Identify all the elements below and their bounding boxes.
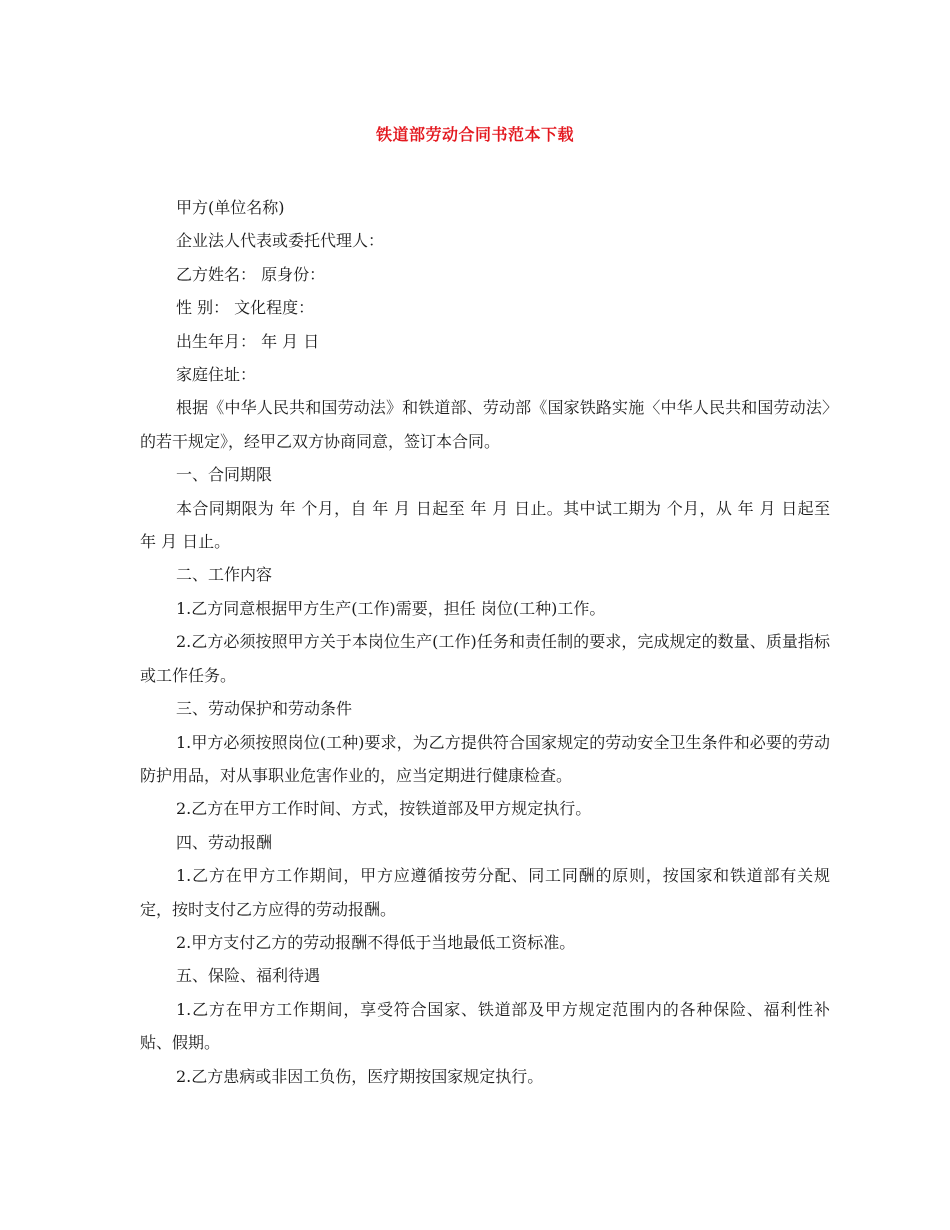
section-heading-remuneration: 四、劳动报酬 — [176, 832, 273, 852]
insurance-clause-2: 2.乙方患病或非因工负伤，医疗期按国家规定执行。 — [176, 1066, 544, 1086]
party-b-name-line: 乙方姓名： 原身份： — [176, 264, 326, 284]
document-body — [140, 191, 830, 1093]
term-paragraph: 本合同期限为 年 个月，自 年 月 日起至 年 月 日止。其中试工期为 个月，从 年 月 日起至 年 月 日止。 — [140, 498, 830, 552]
legal-representative-line: 企业法人代表或委托代理人： — [176, 231, 385, 251]
work-clause-1: 1.乙方同意根据甲方生产(工作)需要，担任 岗位(工种)工作。 — [176, 598, 606, 618]
home-address-line: 家庭住址： — [176, 365, 257, 385]
section-heading-insurance: 五、保险、福利待遇 — [176, 966, 321, 986]
party-a-line: 甲方(单位名称) — [176, 198, 285, 217]
remuneration-clause-1: 1.乙方在甲方工作期间，甲方应遵循按劳分配、同工同酬的原则，按国家和铁道部有关规定，按时支付乙方应得的劳动报酬。 — [140, 866, 830, 919]
protection-clause-1: 1.甲方必须按照岗位(工种)要求，为乙方提供符合国家规定的劳动安全卫生条件和必要的劳动防护用品，对从事职业危害作业的，应当定期进行健康检查。 — [140, 732, 830, 785]
preamble-paragraph: 根据《中华人民共和国劳动法》和铁道部、劳动部《国家铁路实施〈中华人民共和国劳动法〉的若干规定》，经甲乙双方协商同意，签订本合同。 — [140, 398, 830, 451]
document-title: 铁道部劳动合同书范本下载 — [375, 125, 574, 144]
remuneration-clause-2: 2.甲方支付乙方的劳动报酬不得低于当地最低工资标准。 — [176, 932, 576, 952]
insurance-clause-1: 1.乙方在甲方工作期间，享受符合国家、铁道部及甲方规定范围内的各种保险、福利性补贴、假期。 — [140, 999, 830, 1053]
work-clause-2: 2.乙方必须按照甲方关于本岗位生产(工作)任务和责任制的要求，完成规定的数量、质量指标或工作任务。 — [140, 632, 830, 685]
gender-education-line: 性 别： 文化程度： — [176, 298, 315, 318]
protection-clause-2: 2.乙方在甲方工作时间、方式，按铁道部及甲方规定执行。 — [176, 799, 592, 819]
birth-date-line: 出生年月： 年 月 日 — [176, 331, 320, 351]
section-heading-protection: 三、劳动保护和劳动条件 — [176, 699, 353, 719]
section-heading-term: 一、合同期限 — [176, 465, 273, 485]
section-heading-work: 二、工作内容 — [176, 565, 273, 585]
